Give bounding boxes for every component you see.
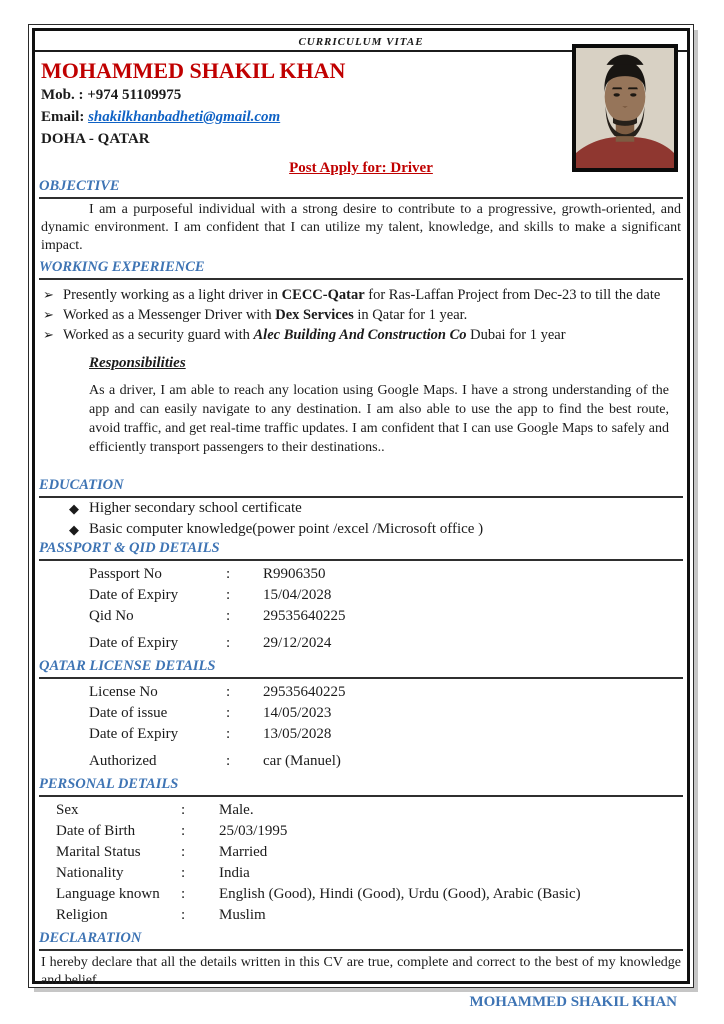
detail-value: R9906350: [263, 566, 326, 582]
education-item: [41, 498, 681, 519]
detail-value: 29535640225: [263, 608, 346, 624]
detail-separator: :: [226, 608, 231, 624]
detail-label: Authorized: [89, 753, 157, 769]
diamond-bullet-icon: ◆: [69, 501, 79, 516]
section-heading-passport: PASSPORT & QID DETAILS: [39, 540, 683, 561]
document-title: CURRICULUM VITAE: [35, 31, 687, 52]
detail-value: India: [219, 865, 250, 881]
detail-row: [56, 842, 681, 863]
education-item: [41, 519, 681, 540]
detail-value: car (Manuel): [263, 753, 341, 769]
detail-row: [89, 633, 681, 654]
section-heading-objective: OBJECTIVE: [39, 178, 683, 199]
detail-value: Married: [219, 844, 268, 860]
location-line: DOHA - QATAR: [41, 131, 150, 147]
detail-value: 14/05/2023: [263, 705, 332, 721]
detail-separator: :: [181, 823, 186, 839]
detail-separator: :: [226, 635, 231, 651]
education-text: Basic computer knowledge(power point /excel /Microsoft office ): [89, 521, 484, 537]
detail-row: [89, 564, 681, 585]
section-heading-education: EDUCATION: [39, 477, 683, 498]
experience-text: Presently working as a light driver in: [63, 287, 282, 303]
detail-separator: :: [181, 802, 186, 818]
detail-value: 29/12/2024: [263, 635, 332, 651]
declaration-text: I hereby declare that all the details written in this CV are true, complete and correct to the best of my knowledge and belief.: [41, 955, 681, 988]
experience-item: [41, 285, 681, 305]
applicant-photo: [572, 44, 678, 172]
education-list: [41, 498, 681, 540]
detail-row: [89, 682, 681, 703]
objective-text: I am a purposeful individual with a strong desire to contribute to a progressive, growth-oriented, and dynamic environment. I am confident that I can utilize my talent, knowledge, and skills to make a significant impact.: [41, 202, 681, 253]
section-heading-experience: WORKING EXPERIENCE: [39, 259, 683, 280]
detail-value: Male.: [219, 802, 254, 818]
detail-value: 29535640225: [263, 684, 346, 700]
signature-name: MOHAMMED SHAKIL KHAN: [469, 994, 677, 1010]
experience-text: for Ras-Laffan Project from Dec-23 to till the date: [364, 287, 661, 303]
detail-separator: :: [181, 907, 186, 923]
applicant-name: MOHAMMED SHAKIL KHAN: [41, 58, 346, 83]
experience-item: [41, 325, 681, 345]
detail-label: Marital Status: [56, 844, 141, 860]
cv-page: [28, 24, 694, 1010]
detail-row: [56, 905, 681, 926]
detail-label: Date of issue: [89, 705, 168, 721]
detail-row: [56, 863, 681, 884]
experience-text: Worked as a Messenger Driver with: [63, 307, 276, 323]
detail-separator: :: [226, 587, 231, 603]
detail-separator: :: [181, 886, 186, 902]
detail-separator: :: [226, 726, 231, 742]
detail-value: 25/03/1995: [219, 823, 288, 839]
section-heading-declaration: DECLARATION: [39, 930, 683, 951]
post-apply-text: Post Apply for: Driver: [289, 160, 433, 176]
mobile-label: Mob. :: [41, 87, 84, 103]
detail-separator: :: [181, 865, 186, 881]
detail-label: Religion: [56, 907, 108, 923]
detail-label: Date of Expiry: [89, 726, 179, 742]
detail-row: [56, 800, 681, 821]
experience-list: [41, 285, 681, 345]
diamond-bullet-icon: ◆: [69, 522, 79, 537]
email-label: Email:: [41, 109, 85, 125]
email-link[interactable]: shakilkhanbadheti@gmail.com: [88, 109, 281, 125]
experience-company: CECC-Qatar: [281, 287, 365, 303]
detail-separator: :: [226, 684, 231, 700]
detail-row: [56, 821, 681, 842]
detail-label: Passport No: [89, 566, 162, 582]
arrow-bullet-icon: ➢: [43, 307, 54, 322]
license-details: [41, 682, 681, 772]
detail-row: [89, 606, 681, 627]
portrait-illustration: [576, 48, 674, 168]
section-heading-personal: PERSONAL DETAILS: [39, 776, 683, 797]
detail-separator: :: [181, 844, 186, 860]
cv-inner-frame: [32, 28, 690, 1010]
detail-separator: :: [226, 566, 231, 582]
experience-item: [41, 305, 681, 325]
section-heading-license: QATAR LICENSE DETAILS: [39, 658, 683, 679]
experience-company: Alec Building And Construction Co: [253, 327, 467, 343]
experience-company: Dex Services: [275, 307, 354, 323]
responsibilities-heading: Responsibilities: [89, 355, 186, 371]
education-text: Higher secondary school certificate: [89, 500, 302, 516]
detail-row: [89, 751, 681, 772]
detail-label: Date of Birth: [56, 823, 136, 839]
detail-separator: :: [226, 753, 231, 769]
experience-text: in Qatar for 1 year.: [353, 307, 468, 323]
detail-value: 13/05/2028: [263, 726, 332, 742]
detail-row: [89, 703, 681, 724]
detail-value: English (Good), Hindi (Good), Urdu (Good), Arabic (Basic): [219, 886, 581, 902]
detail-label: Qid No: [89, 608, 134, 624]
experience-text: Worked as a security guard with: [63, 327, 254, 343]
passport-details: [41, 564, 681, 654]
arrow-bullet-icon: ➢: [43, 287, 54, 302]
detail-row: [89, 585, 681, 606]
detail-label: Nationality: [56, 865, 124, 881]
arrow-bullet-icon: ➢: [43, 327, 54, 342]
detail-value: Muslim: [219, 907, 266, 923]
detail-label: License No: [89, 684, 158, 700]
mobile-number: +974 51109975: [87, 87, 182, 103]
detail-label: Date of Expiry: [89, 587, 179, 603]
detail-label: Sex: [56, 802, 79, 818]
personal-details: [41, 800, 681, 926]
responsibilities-block: [89, 354, 669, 457]
detail-value: 15/04/2028: [263, 587, 332, 603]
detail-row: [56, 884, 681, 905]
detail-label: Date of Expiry: [89, 635, 179, 651]
experience-text: Dubai for 1 year: [466, 327, 566, 343]
responsibilities-text: As a driver, I am able to reach any location using Google Maps. I have a strong understanding of the app and can easily navigate to any destination. I am also able to use the app to find the best route, avoid traffic, and get real-time traffic updates. I am confident that I can use Google Maps to safely and efficiently transport passengers to their destinations..: [89, 383, 669, 455]
detail-row: [89, 724, 681, 745]
detail-separator: :: [226, 705, 231, 721]
detail-label: Language known: [56, 886, 160, 902]
